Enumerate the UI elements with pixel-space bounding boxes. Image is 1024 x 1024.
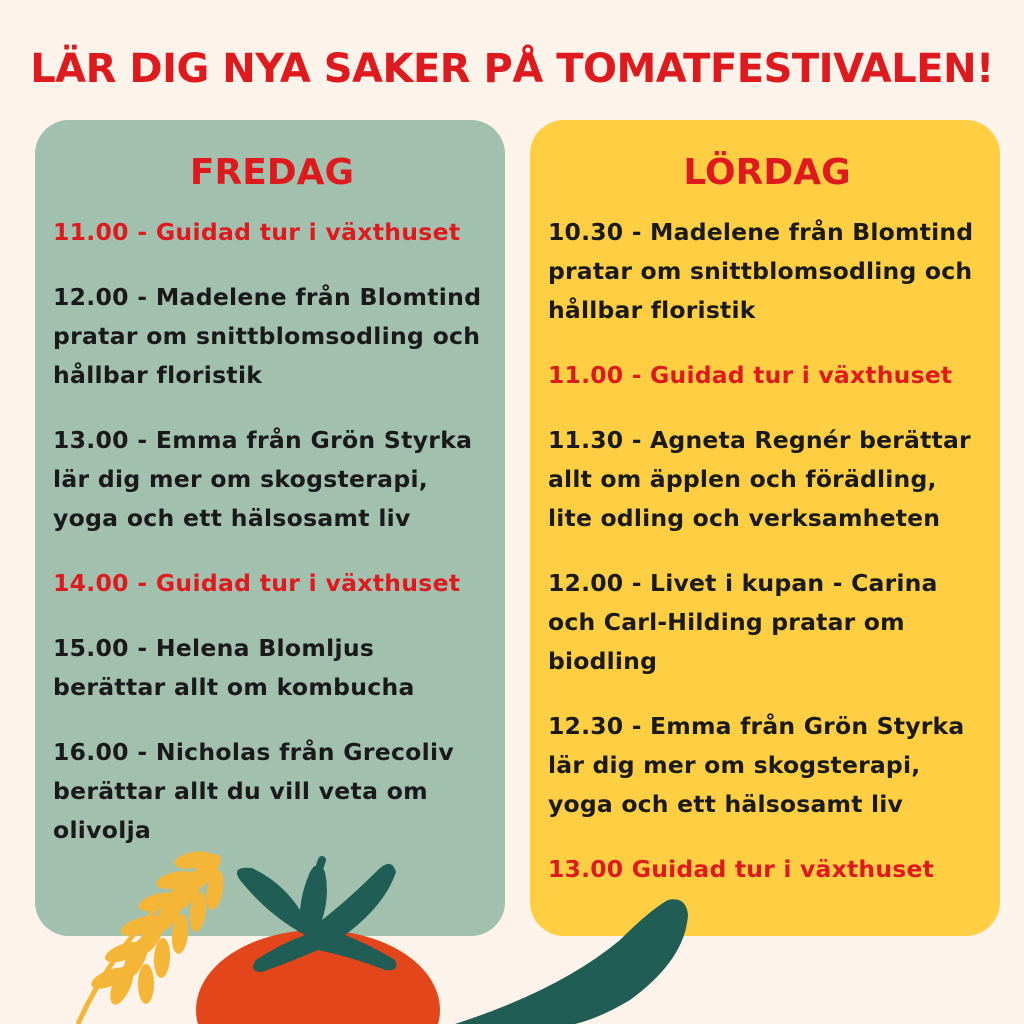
schedule-entry: 16.00 - Nicholas från Grecoliv berättar allt du vill veta om olivolja — [53, 738, 454, 844]
schedule-entry: 12.00 - Madelene från Blomtind pratar om snittblomsodling och hållbar floristik — [53, 283, 482, 389]
page-title: LÄR DIG NYA SAKER PÅ TOMATFESTIVALEN! — [30, 46, 994, 92]
schedule-entry: 11.00 - Guidad tur i växthuset — [548, 361, 953, 389]
schedule-entry: 13.00 - Emma från Grön Styrka lär dig mer om skogsterapi, yoga och ett hälsosamt liv — [53, 426, 473, 532]
schedule-entry: 13.00 Guidad tur i växthuset — [548, 855, 935, 883]
schedule-entry: 14.00 - Guidad tur i växthuset — [53, 569, 461, 597]
saturday-schedule-card — [530, 120, 1000, 936]
friday-schedule-card — [35, 120, 505, 936]
schedule-entry: 11.30 - Agneta Regnér berättar allt om äpplen och förädling, lite odling och verksamheten — [548, 426, 971, 532]
schedule-entry: 12.30 - Emma från Grön Styrka lär dig mer om skogsterapi, yoga och ett hälsosamt liv — [548, 712, 965, 818]
schedule-entry: 10.30 - Madelene från Blomtind pratar om snittblomsodling och hållbar floristik — [548, 218, 974, 324]
day-title-saturday: LÖRDAG — [683, 152, 851, 193]
day-title-friday: FREDAG — [189, 152, 355, 193]
schedule-entry: 15.00 - Helena Blomljus berättar allt om kombucha — [53, 634, 415, 701]
schedule-entry: 12.00 - Livet i kupan - Carina och Carl-Hilding pratar om biodling — [548, 569, 938, 675]
schedule-entry: 11.00 - Guidad tur i växthuset — [53, 218, 461, 246]
